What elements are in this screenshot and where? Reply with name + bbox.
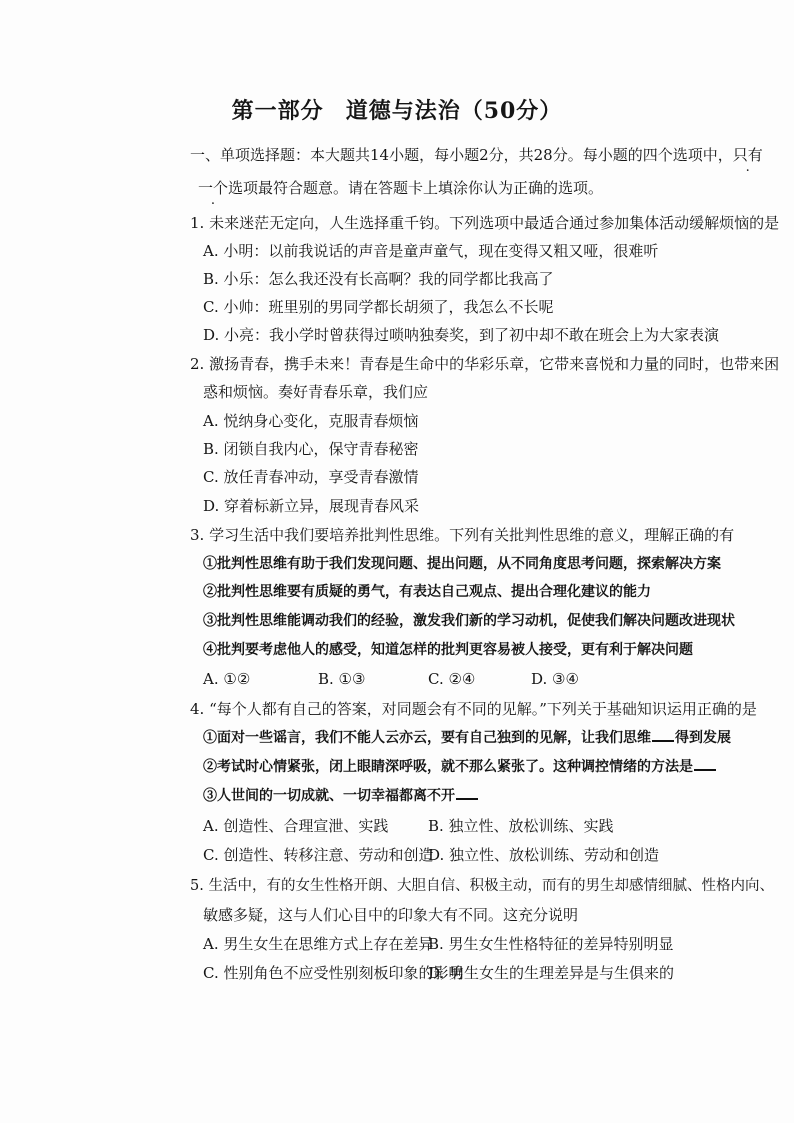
question-2-option-a: A. 悦纳身心变化，克服青春烦恼 [203,412,419,430]
emphasis-only: 只有 [732,146,763,164]
question-2-option-c: C. 放任青春冲动，享受青春激情 [203,468,419,486]
question-2-stem-line1: 2. 激扬青春，携手未来！青春是生命中的华彩乐章，它带来喜悦和力量的同时，也带来困 [190,355,780,373]
question-3-statement-1: ①批判性思维有助于我们发现问题、提出问题，从不同角度思考问题，探索解决方案 [203,556,721,572]
question-1-option-d: D. 小亮：我小学时曾获得过唢呐独奏奖，到了初中却不敢在班会上为大家表演 [203,326,720,344]
question-4-option-c: C. 创造性、转移注意、劳动和创造 [203,846,434,864]
question-1-stem: 1. 未来迷茫无定向，人生选择重千钧。下列选项中最适合通过参加集体活动缓解烦恼的是 [190,214,780,232]
question-2-stem-line2: 惑和烦恼。奏好青春乐章，我们应 [203,383,429,401]
answer-blank-2 [694,757,716,771]
question-5-stem-line2: 敏感多疑，这与人们心目中的印象大有不同。这充分说明 [203,906,579,924]
emphasis-one: 一个 [198,179,229,197]
question-5-option-a: A. 男生女生在思维方式上存在差异 [203,935,434,953]
question-4-option-a: A. 创造性、合理宣泄、实践 [203,817,389,835]
part-label: 第一部分 [231,98,324,124]
answer-blank-1 [652,728,674,742]
section-instruction-line1: 一、单项选择题：本大题共14小题，每小题2分，共28分。每小题的四个选项中，只有 [190,146,763,164]
question-3-statement-3: ③批判性思维能调动我们的经验，激发我们新的学习动机，促使我们解决问题改进现状 [203,613,735,629]
question-4-option-b: B. 独立性、放松训练、实践 [428,817,614,835]
question-3-option-a: A. ①② [203,670,251,688]
question-4-option-d: D. 独立性、放松训练、劳动和创造 [428,846,660,864]
question-5-option-c: C. 性别角色不应受性别刻板印象的影响 [203,964,464,982]
question-3-stem: 3. 学习生活中我们要培养批判性思维。下列有关批判性思维的意义，理解正确的有 [190,526,735,544]
question-5-option-b: B. 男生女生性格特征的差异特别明显 [428,935,674,953]
question-1-option-c: C. 小帅：班里别的男同学都长胡须了，我怎么不长呢 [203,298,554,316]
question-1-option-a: A. 小明：以前我说话的声音是童声童气，现在变得又粗又哑，很难听 [203,242,659,260]
question-2-option-d: D. 穿着标新立异，展现青春风采 [203,497,420,515]
question-4-statement-3: ③人世间的一切成就、一切幸福都离不开 [203,786,479,806]
subject-label: 道德与法治（50分） [345,98,563,124]
section-instruction-line2: 一个选项最符合题意。请在答题卡上填涂你认为正确的选项。 [198,179,604,197]
question-4-statement-2: ②考试时心情紧张，闭上眼睛深呼吸，就不那么紧张了。这种调控情绪的方法是 [203,757,717,777]
question-4-stem: 4. “每个人都有自己的答案，对同题会有不同的见解。”下列关于基础知识运用正确的是 [190,700,757,718]
question-4-statement-1: ①面对一些谣言，我们不能人云亦云，要有自己独到的见解，让我们思维 得到发展 [203,730,731,746]
question-3-option-b: B. ①③ [318,670,366,688]
question-5-option-d: D. 男生女生的生理差异是与生俱来的 [428,964,675,982]
question-2-option-b: B. 闭锁自我内心，保守青春秘密 [203,440,419,458]
question-1-option-b: B. 小乐：怎么我还没有长高啊？我的同学都比我高了 [203,270,554,288]
answer-blank-3 [456,786,478,800]
question-5-stem-line1: 5. 生活中，有的女生性格开朗、大胆自信、积极主动，而有的男生却感情细腻、性格内向、 [190,878,774,894]
question-3-statement-2: ②批判性思维要有质疑的勇气，有表达自己观点、提出合理化建议的能力 [203,584,651,600]
question-3-option-c: C. ②④ [428,670,476,688]
page-title [0,94,794,125]
question-3-statement-4: ④批判要考虑他人的感受，知道怎样的批判更容易被人接受，更有利于解决问题 [203,642,693,658]
question-3-option-d: D. ③④ [531,670,579,688]
